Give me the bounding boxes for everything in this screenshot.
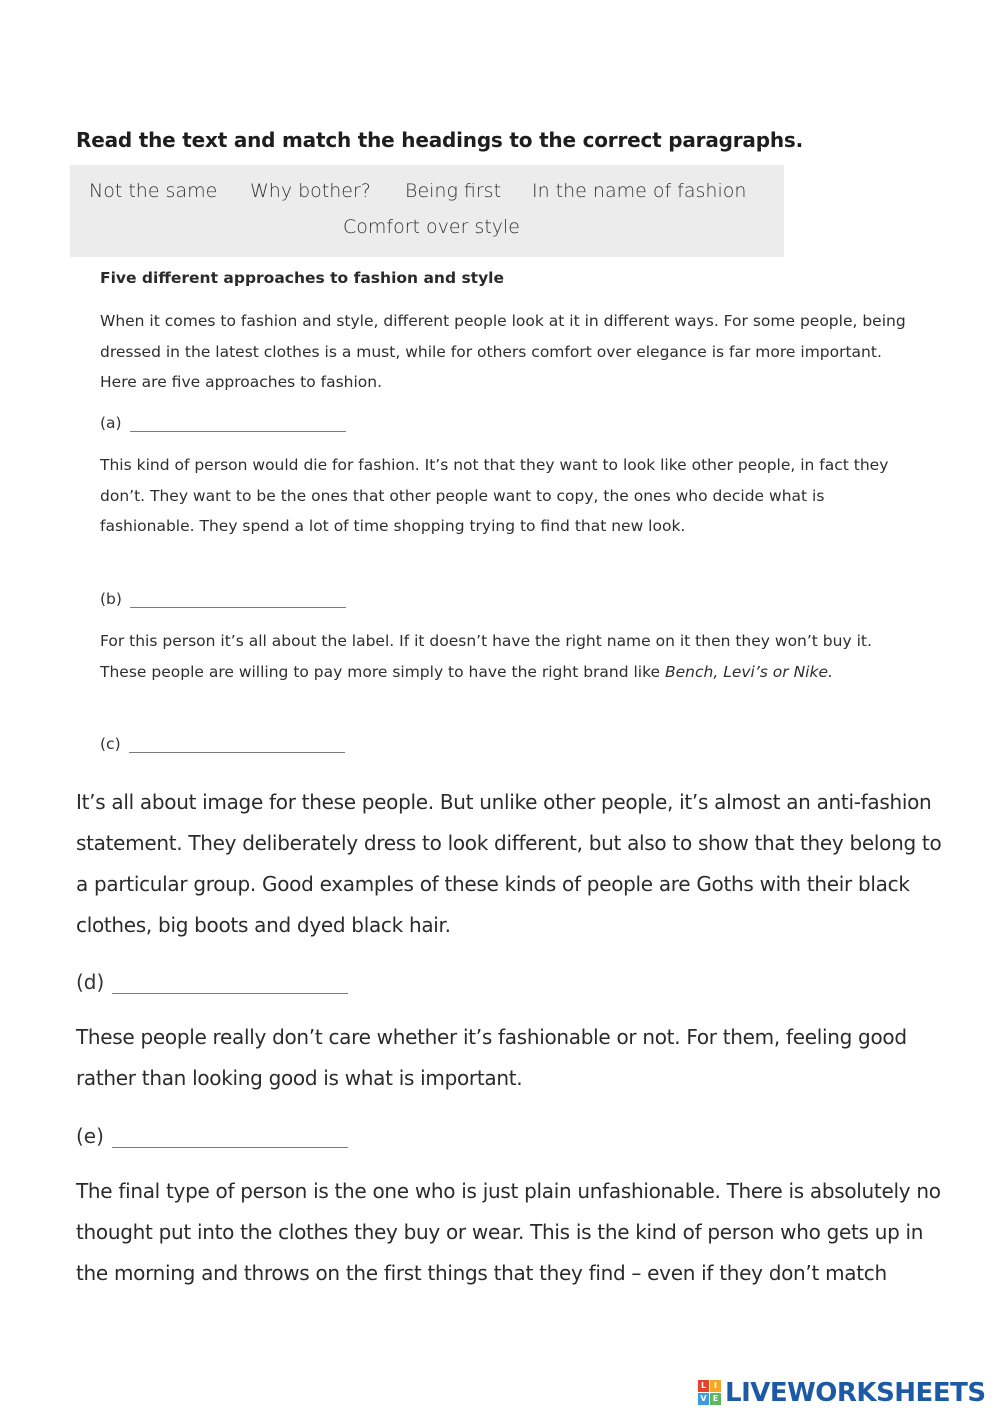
paragraph-text: It’s all about image for these people. But unlike other people, it’s almost an anti-fashion statement. They deliberately dress to look different, but also to show that they belong to a particular group. Good examples of these kinds of people are Goths with their black clothes, big boots and dyed black hair. — [76, 790, 942, 937]
answer-blank[interactable] — [112, 1129, 348, 1148]
logo-square-l: L — [698, 1380, 709, 1392]
article-intro — [100, 306, 920, 398]
answer-line-d — [76, 970, 348, 994]
liveworksheets-logo-icon — [698, 1380, 722, 1406]
article-title: Five different approaches to fashion and style — [100, 269, 505, 287]
answer-label: (a) — [100, 414, 122, 432]
answer-line-c — [100, 735, 345, 753]
heading-option[interactable]: Comfort over style — [343, 216, 520, 238]
heading-option[interactable]: In the name of fashion — [532, 180, 747, 202]
answer-label: (b) — [100, 590, 122, 608]
liveworksheets-brand — [698, 1378, 986, 1408]
answer-line-e — [76, 1124, 348, 1148]
paragraph-c — [76, 782, 956, 946]
answer-blank[interactable] — [112, 975, 348, 994]
headings-box — [70, 165, 784, 257]
answer-label: (c) — [100, 735, 121, 753]
heading-option[interactable]: Not the same — [89, 180, 218, 202]
answer-label: (d) — [76, 970, 105, 994]
paragraph-b — [100, 626, 920, 687]
paragraph-text: These people really don’t care whether it’s fashionable or not. For them, feeling good rather than looking good is what is important. — [76, 1025, 907, 1090]
paragraph-a — [100, 450, 920, 542]
logo-square-i: I — [710, 1380, 721, 1392]
brand-examples: Bench, Levi’s or Nike. — [665, 662, 833, 681]
paragraph-text: This kind of person would die for fashion. It’s not that they want to look like other people, in fact they don’t. They want to be the ones that other people want to copy, the ones who decide what is fashionable. They spend a lot of time shopping trying to find that new look. — [100, 456, 889, 535]
paragraph-text — [100, 626, 920, 687]
answer-line-b — [100, 590, 346, 608]
answer-blank[interactable] — [130, 593, 346, 608]
paragraph-e — [76, 1171, 956, 1294]
instruction-heading: Read the text and match the headings to the correct paragraphs. — [76, 128, 803, 152]
answer-line-a — [100, 414, 346, 432]
paragraph-text-regular: For this person it’s all about the label. If it doesn’t have the right name on it then they won’t buy it. These people are willing to pay more simply to have the right brand like — [100, 632, 872, 681]
brand-name: LIVEWORKSHEETS — [725, 1378, 986, 1408]
heading-option[interactable]: Why bother? — [250, 180, 371, 202]
paragraph-d — [76, 1017, 956, 1099]
paragraph-text: The final type of person is the one who is just plain unfashionable. There is absolutely no thought put into the clothes they buy or wear. This is the kind of person who gets up in the morning and throws on the first things that they find – even if they don’t match — [76, 1179, 941, 1285]
answer-label: (e) — [76, 1124, 104, 1148]
logo-square-e: E — [710, 1393, 721, 1405]
answer-blank[interactable] — [130, 417, 346, 432]
logo-square-v: V — [698, 1393, 709, 1405]
intro-text: When it comes to fashion and style, different people look at it in different ways. For some people, being dressed in the latest clothes is a must, while for others comfort over elegance is far more important. Here are five approaches to fashion. — [100, 312, 906, 391]
answer-blank[interactable] — [129, 738, 345, 753]
heading-option[interactable]: Being first — [405, 180, 502, 202]
